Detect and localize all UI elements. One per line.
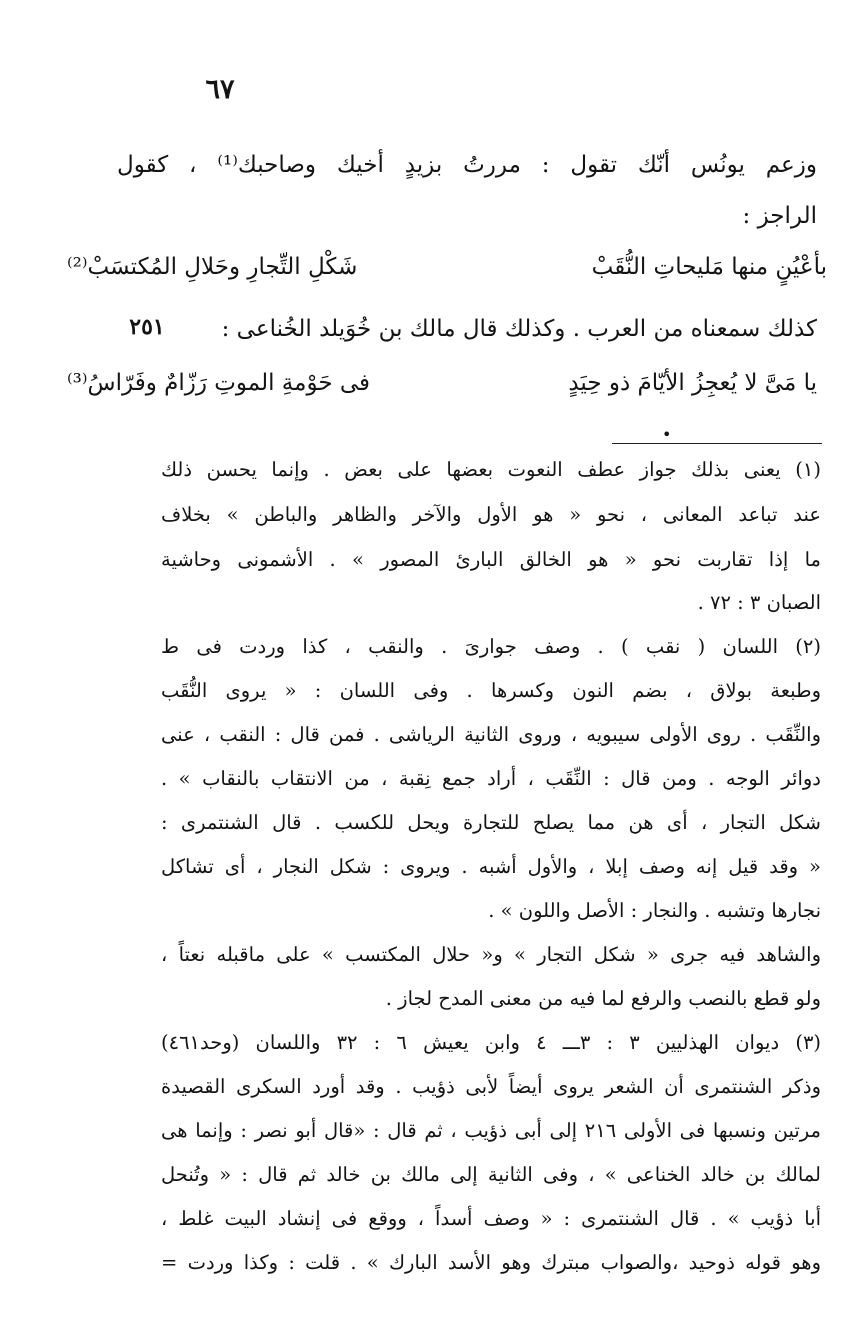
verse-2 (67, 364, 817, 404)
verse-1-right-hemistich: بأعْيُنٍ منها مَليحاتِ النُّقَبْ (591, 254, 827, 280)
page-number: ٦٧ (205, 74, 235, 105)
verse-2-left-hemistich: فى حَوْمةِ الموتِ رَزّامٌ وفَرّاسُ⁽³⁾ (67, 370, 371, 396)
verse-1-left-hemistich: شَكْلِ التِّجارِ وحَلالِ المُكتسَبْ⁽²⁾ (67, 254, 358, 280)
footnote-line: الصبان ٣ : ٧٢ . (697, 591, 821, 614)
footnote-line: ما إذا تقاربت نحو « هو الخالق البارئ المصور » . الأشمونى وحاشية (161, 548, 821, 571)
footnote-line: دوائر الوجه . ومن قال : النِّقَب ، أراد جمع نِقبة ، من الانتقاب بالنقاب » . (161, 767, 821, 790)
footnote-line: وذكر الشنتمرى أن الشعر يروى أيضاً لأبى ذؤيب . وقد أورد السكرى القصيدة (161, 1075, 821, 1098)
footnote-line: والشاهد فيه جرى « شكل التجار » و« حلال المكتسب » على ماقبله نعتاً ، (161, 943, 821, 966)
footnote-line: ولو قطع بالنصب والرفع لما فيه من معنى المدح لجاز . (385, 987, 821, 1010)
footnote-line: وهو قوله ذوحيد ،والصواب مبترك وهو الأسد البارك » . قلت : وكذا وردت = (161, 1251, 821, 1274)
footnote-separator-rule (612, 443, 822, 444)
footnote-line: (٣) ديوان الهذليين ٣ : ٣ـــ ٤ وابن يعيش ٦ : ٣٢ واللسان (وحد٤٦١) (161, 1031, 821, 1054)
footnote-line: مرتين ونسبها فى الأولى ٢١٦ إلى أبى ذؤيب ، ثم قال : «قال أبو نصر : وإنما هى (161, 1119, 821, 1142)
footnote-line: وطبعة بولاق ، بضم النون وكسرها . وفى اللسان : « يروى النُّقَب (161, 679, 821, 702)
verse-1 (67, 248, 827, 288)
separator-dot: • (662, 425, 672, 444)
footnote-line: « وقد قيل إنه وصف إبلا ، والأول أشبه . ويروى : شكل النجار ، أى تشاكل (161, 855, 821, 878)
footnote-line: نجارها وتشبه . والنجار : الأصل واللون » . (488, 899, 821, 922)
main-text-line-2: الراجز : (742, 203, 817, 229)
main-text-line-1: وزعم يونُس أنّك تقول : مررتُ بزيدٍ أخيك وصاحبك⁽¹⁾ ، كقول (117, 152, 817, 178)
footnote-line: والنِّقَب . روى الأولى سيبويه ، وروى الثانية الرياشى . فمن قال : النقب ، عنى (161, 723, 821, 746)
margin-number: ٢٥١ (129, 314, 165, 340)
footnote-line: أبا ذؤيب » . قال الشنتمرى : « وصف أسداً ، ووقع فى إنشاد البيت غلط ، (161, 1207, 821, 1230)
footnote-line: لمالك بن خالد الخناعى » ، وفى الثانية إلى مالك بن خالد ثم قال : « وتُنحل (161, 1163, 821, 1186)
footnote-line: (٢) اللسان ( نقب ) . وصف جوارىَ . والنقب ، كذا وردت فى ط (161, 635, 821, 658)
footnote-line: (١) يعنى بذلك جواز عطف النعوت بعضها على بعض . وإنما يحسن ذلك (161, 458, 821, 481)
footnote-line: عند تباعد المعانى ، نحو « هو الأول والآخر والظاهر والباطن » بخلاف (161, 503, 821, 526)
footnote-line: شكل التجار ، أى هن مما يصلح للتجارة ويحل للكسب . قال الشنتمرى : (161, 811, 821, 834)
verse-2-right-hemistich: يا مَىَّ لا يُعجِزُ الأيّامَ ذو حِيَدٍ (568, 370, 817, 396)
main-text-line-3: كذلك سمعناه من العرب . وكذلك قال مالك بن خُوَيلد الخُناعى : (221, 316, 817, 342)
